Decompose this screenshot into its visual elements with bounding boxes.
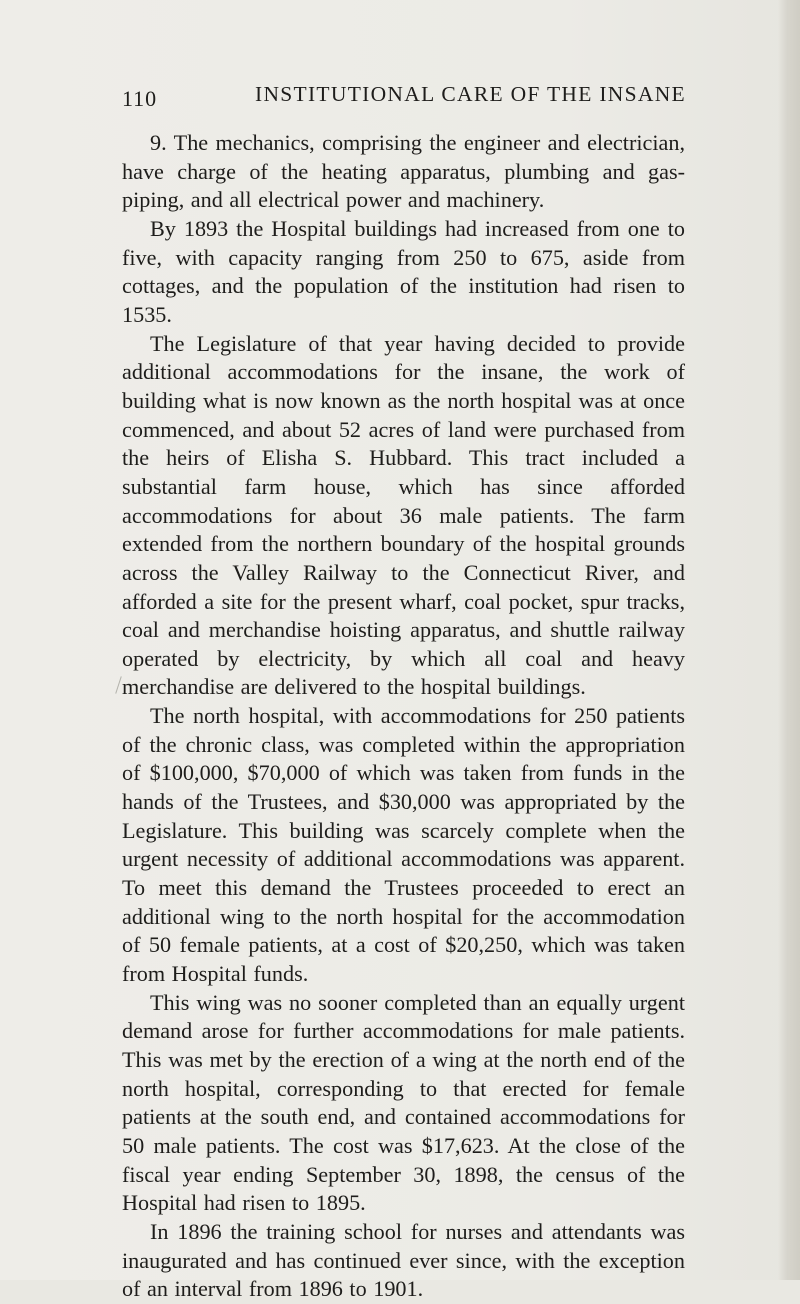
paragraph-training-school: In 1896 the training school for nurses and attendants was inaugurated and has continued ever since, with the exception of an interval from 1896 to 1901. bbox=[122, 1218, 685, 1302]
running-head: INSTITUTIONAL CARE OF THE INSANE bbox=[255, 82, 686, 106]
paragraph-north-wing: This wing was no sooner completed than an equally urgent demand arose for further accommodations for male patients. This was met by the erection of a wing at the north end of the north hospital, corresponding to that erected for female patients at the south end, and contained accommodations for 50 male patients. The cost was $17,623. At the close of the fiscal year ending September 30, 1898, the census of the Hospital had risen to 1895. bbox=[122, 989, 685, 1216]
stray-mark bbox=[115, 676, 122, 693]
paragraph-1893-buildings: By 1893 the Hospital buildings had increased from one to five, with capacity ranging from 250 to 675, aside from cottages, and the population of the institution had risen to 1535. bbox=[122, 215, 685, 327]
paragraph-legislature: The Legislature of that year having decided to provide additional accommodations for the insane, the work of building what is now known as the north hospital was at once commenced, and about 52 acres of land were purchased from the heirs of Elisha S. Hubbard. This tract included a substantial farm house, which has since afforded accommodations for about 36 male patients. The farm extended from the northern boundary of the hospital grounds across the Valley Railway to the Connecticut River, and afforded a site for the present wharf, coal pocket, spur tracks, coal and merchandise hoisting apparatus, and shuttle railway operated by electricity, by which all coal and heavy merchandise are delivered to the hospital buildings. bbox=[122, 330, 685, 700]
page-header bbox=[122, 82, 686, 114]
page-number: 110 bbox=[122, 86, 158, 111]
body-text bbox=[122, 129, 685, 1304]
paragraph-north-hospital: The north hospital, with accommodations for 250 patients of the chronic class, was completed within the appropriation of $100,000, $70,000 of which was taken from funds in the hands of the Trustees, and $30,000 was appropriated by the Legislature. This building was scarcely complete when the urgent necessity of additional accommodations was apparent. To meet this demand the Trustees proceeded to erect an additional wing to the north hospital for the accommodation of 50 female patients, at a cost of $20,250, which was taken from Hospital funds. bbox=[122, 703, 685, 987]
paragraph-mechanics: 9. The mechanics, comprising the engineer and electrician, have charge of the heating apparatus, plumbing and gas-piping, and all electrical power and machinery. bbox=[122, 130, 685, 213]
page-edge-shadow bbox=[778, 0, 800, 1280]
